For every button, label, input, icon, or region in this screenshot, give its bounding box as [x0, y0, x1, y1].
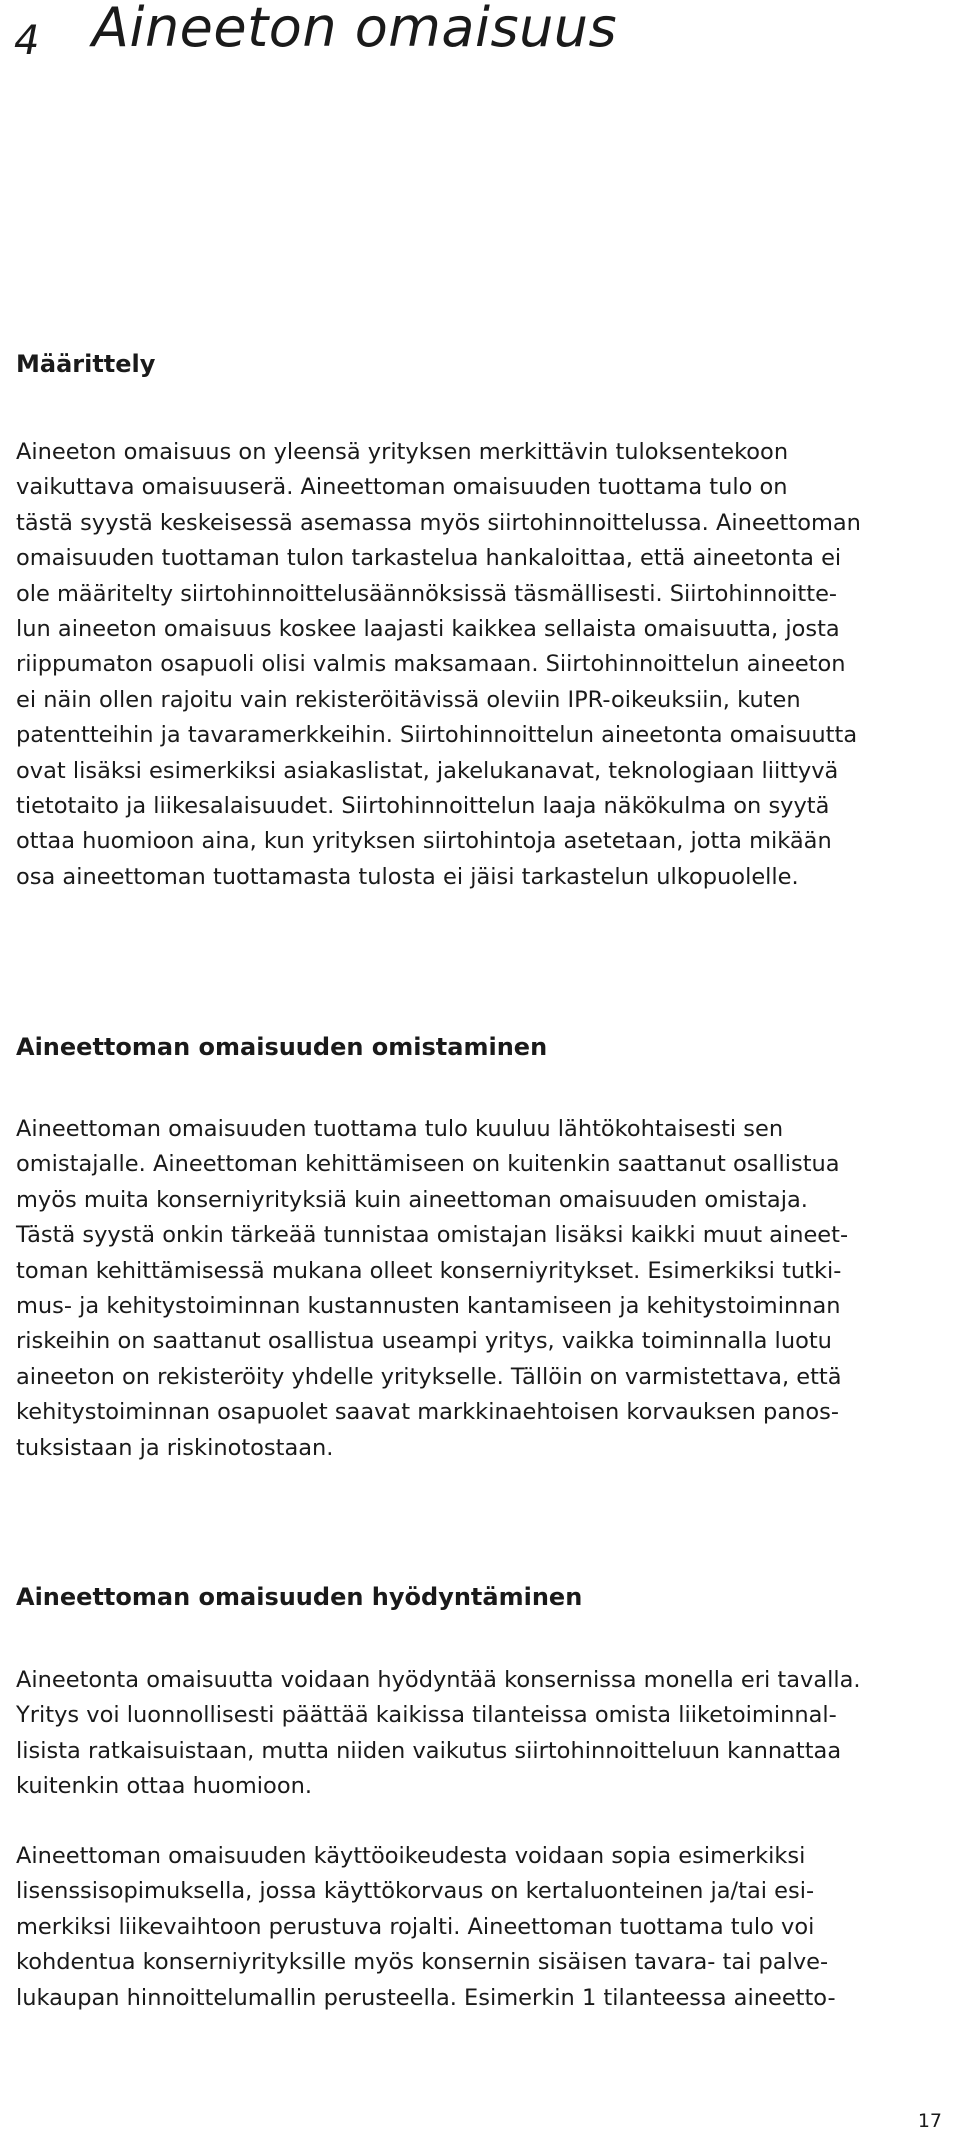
- text-line: lisista ratkaisuistaan, mutta niiden vaikutus siirtohinnoitteluun kannattaa: [16, 1737, 842, 1764]
- text-line: merkiksi liikevaihtoon perustuva rojalti. Aineettoman tuottama tulo voi: [16, 1913, 815, 1940]
- text-line: Aineeton omaisuus on yleensä yrityksen merkittävin tuloksentekoon: [16, 439, 789, 465]
- text-line: riskeihin on saattanut osallistua useampi yritys, vaikka toiminnalla luotu: [16, 1328, 832, 1355]
- text-line: tietotaito ja liikesalaisuudet. Siirtohinnoittelun laaja näkökulma on syytä: [16, 793, 830, 820]
- text-line: myös muita konserniyrityksiä kuin aineettoman omaisuuden omistaja.: [16, 1186, 808, 1213]
- text-line: lun aineeton omaisuus koskee laajasti kaikkea sellaista omaisuutta, josta: [16, 616, 840, 643]
- text-line: kuitenkin ottaa huomioon.: [16, 1773, 313, 1800]
- text-line: toman kehittämisessä mukana olleet konserniyritykset. Esimerkiksi tutki-: [16, 1257, 842, 1284]
- paragraph-maarittely: [16, 435, 951, 895]
- text-line: Aineettoman omaisuuden käyttöoikeudesta voidaan sopia esimerkiksi: [16, 1843, 806, 1869]
- text-line: tuksistaan ja riskinotostaan.: [16, 1434, 334, 1461]
- section-heading-hyodyntaminen: Aineettoman omaisuuden hyödyntäminen: [16, 1583, 583, 1611]
- chapter-number: 4: [14, 18, 40, 64]
- text-line: ei näin ollen rajoitu vain rekisteröitävissä oleviin IPR-oikeuksiin, kuten: [16, 686, 801, 713]
- text-line: omistajalle. Aineettoman kehittämiseen on kuitenkin saattanut osallistua: [16, 1151, 840, 1178]
- text-line: Yritys voi luonnollisesti päättää kaikissa tilanteissa omista liiketoiminnal-: [16, 1702, 837, 1729]
- text-line: lukaupan hinnoittelumallin perusteella. Esimerkin 1 tilanteessa aineetto-: [16, 1984, 836, 2011]
- text-line: Aineettoman omaisuuden tuottama tulo kuuluu lähtökohtaisesti sen: [16, 1116, 784, 1142]
- text-line: vaikuttava omaisuuserä. Aineettoman omaisuuden tuottama tulo on: [16, 474, 788, 501]
- text-line: ovat lisäksi esimerkiksi asiakaslistat, jakelukanavat, teknologiaan liittyvä: [16, 757, 839, 784]
- chapter-title: Aineeton omaisuus: [92, 0, 618, 59]
- paragraph-hyodyntaminen-2: [16, 1839, 951, 2016]
- text-line: lisenssisopimuksella, jossa käyttökorvaus on kertaluonteinen ja/tai esi-: [16, 1878, 815, 1905]
- page-number: 17: [917, 2110, 942, 2132]
- paragraph-omistaminen: [16, 1112, 951, 1466]
- section-heading-maarittely: Määrittely: [16, 350, 156, 378]
- text-line: mus- ja kehitystoiminnan kustannusten kantamiseen ja kehitystoiminnan: [16, 1293, 841, 1320]
- text-line: tästä syystä keskeisessä asemassa myös siirtohinnoittelussa. Aineettoman: [16, 509, 861, 536]
- text-line: omaisuuden tuottaman tulon tarkastelua hankaloittaa, että aineetonta ei: [16, 545, 842, 572]
- text-line: aineeton on rekisteröity yhdelle yritykselle. Tällöin on varmistettava, että: [16, 1363, 842, 1390]
- text-line: Tästä syystä onkin tärkeää tunnistaa omistajan lisäksi kaikki muut aineet-: [16, 1222, 849, 1249]
- section-heading-omistaminen: Aineettoman omaisuuden omistaminen: [16, 1033, 548, 1061]
- text-line: Aineetonta omaisuutta voidaan hyödyntää konsernissa monella eri tavalla.: [16, 1667, 861, 1693]
- text-line: kohdentua konserniyrityksille myös konsernin sisäisen tavara- tai palve-: [16, 1949, 829, 1976]
- text-line: patentteihin ja tavaramerkkeihin. Siirtohinnoittelun aineetonta omaisuutta: [16, 722, 858, 749]
- text-line: ottaa huomioon aina, kun yrityksen siirtohintoja asetetaan, jotta mikään: [16, 828, 832, 855]
- text-line: ole määritelty siirtohinnoittelusäännöksissä täsmällisesti. Siirtohinnoitte-: [16, 580, 838, 607]
- text-line: kehitystoiminnan osapuolet saavat markkinaehtoisen korvauksen panos-: [16, 1399, 839, 1426]
- text-line: riippumaton osapuoli olisi valmis maksamaan. Siirtohinnoittelun aineeton: [16, 651, 846, 678]
- text-line: osa aineettoman tuottamasta tulosta ei jäisi tarkastelun ulkopuolelle.: [16, 863, 799, 890]
- paragraph-hyodyntaminen-1: [16, 1663, 951, 1805]
